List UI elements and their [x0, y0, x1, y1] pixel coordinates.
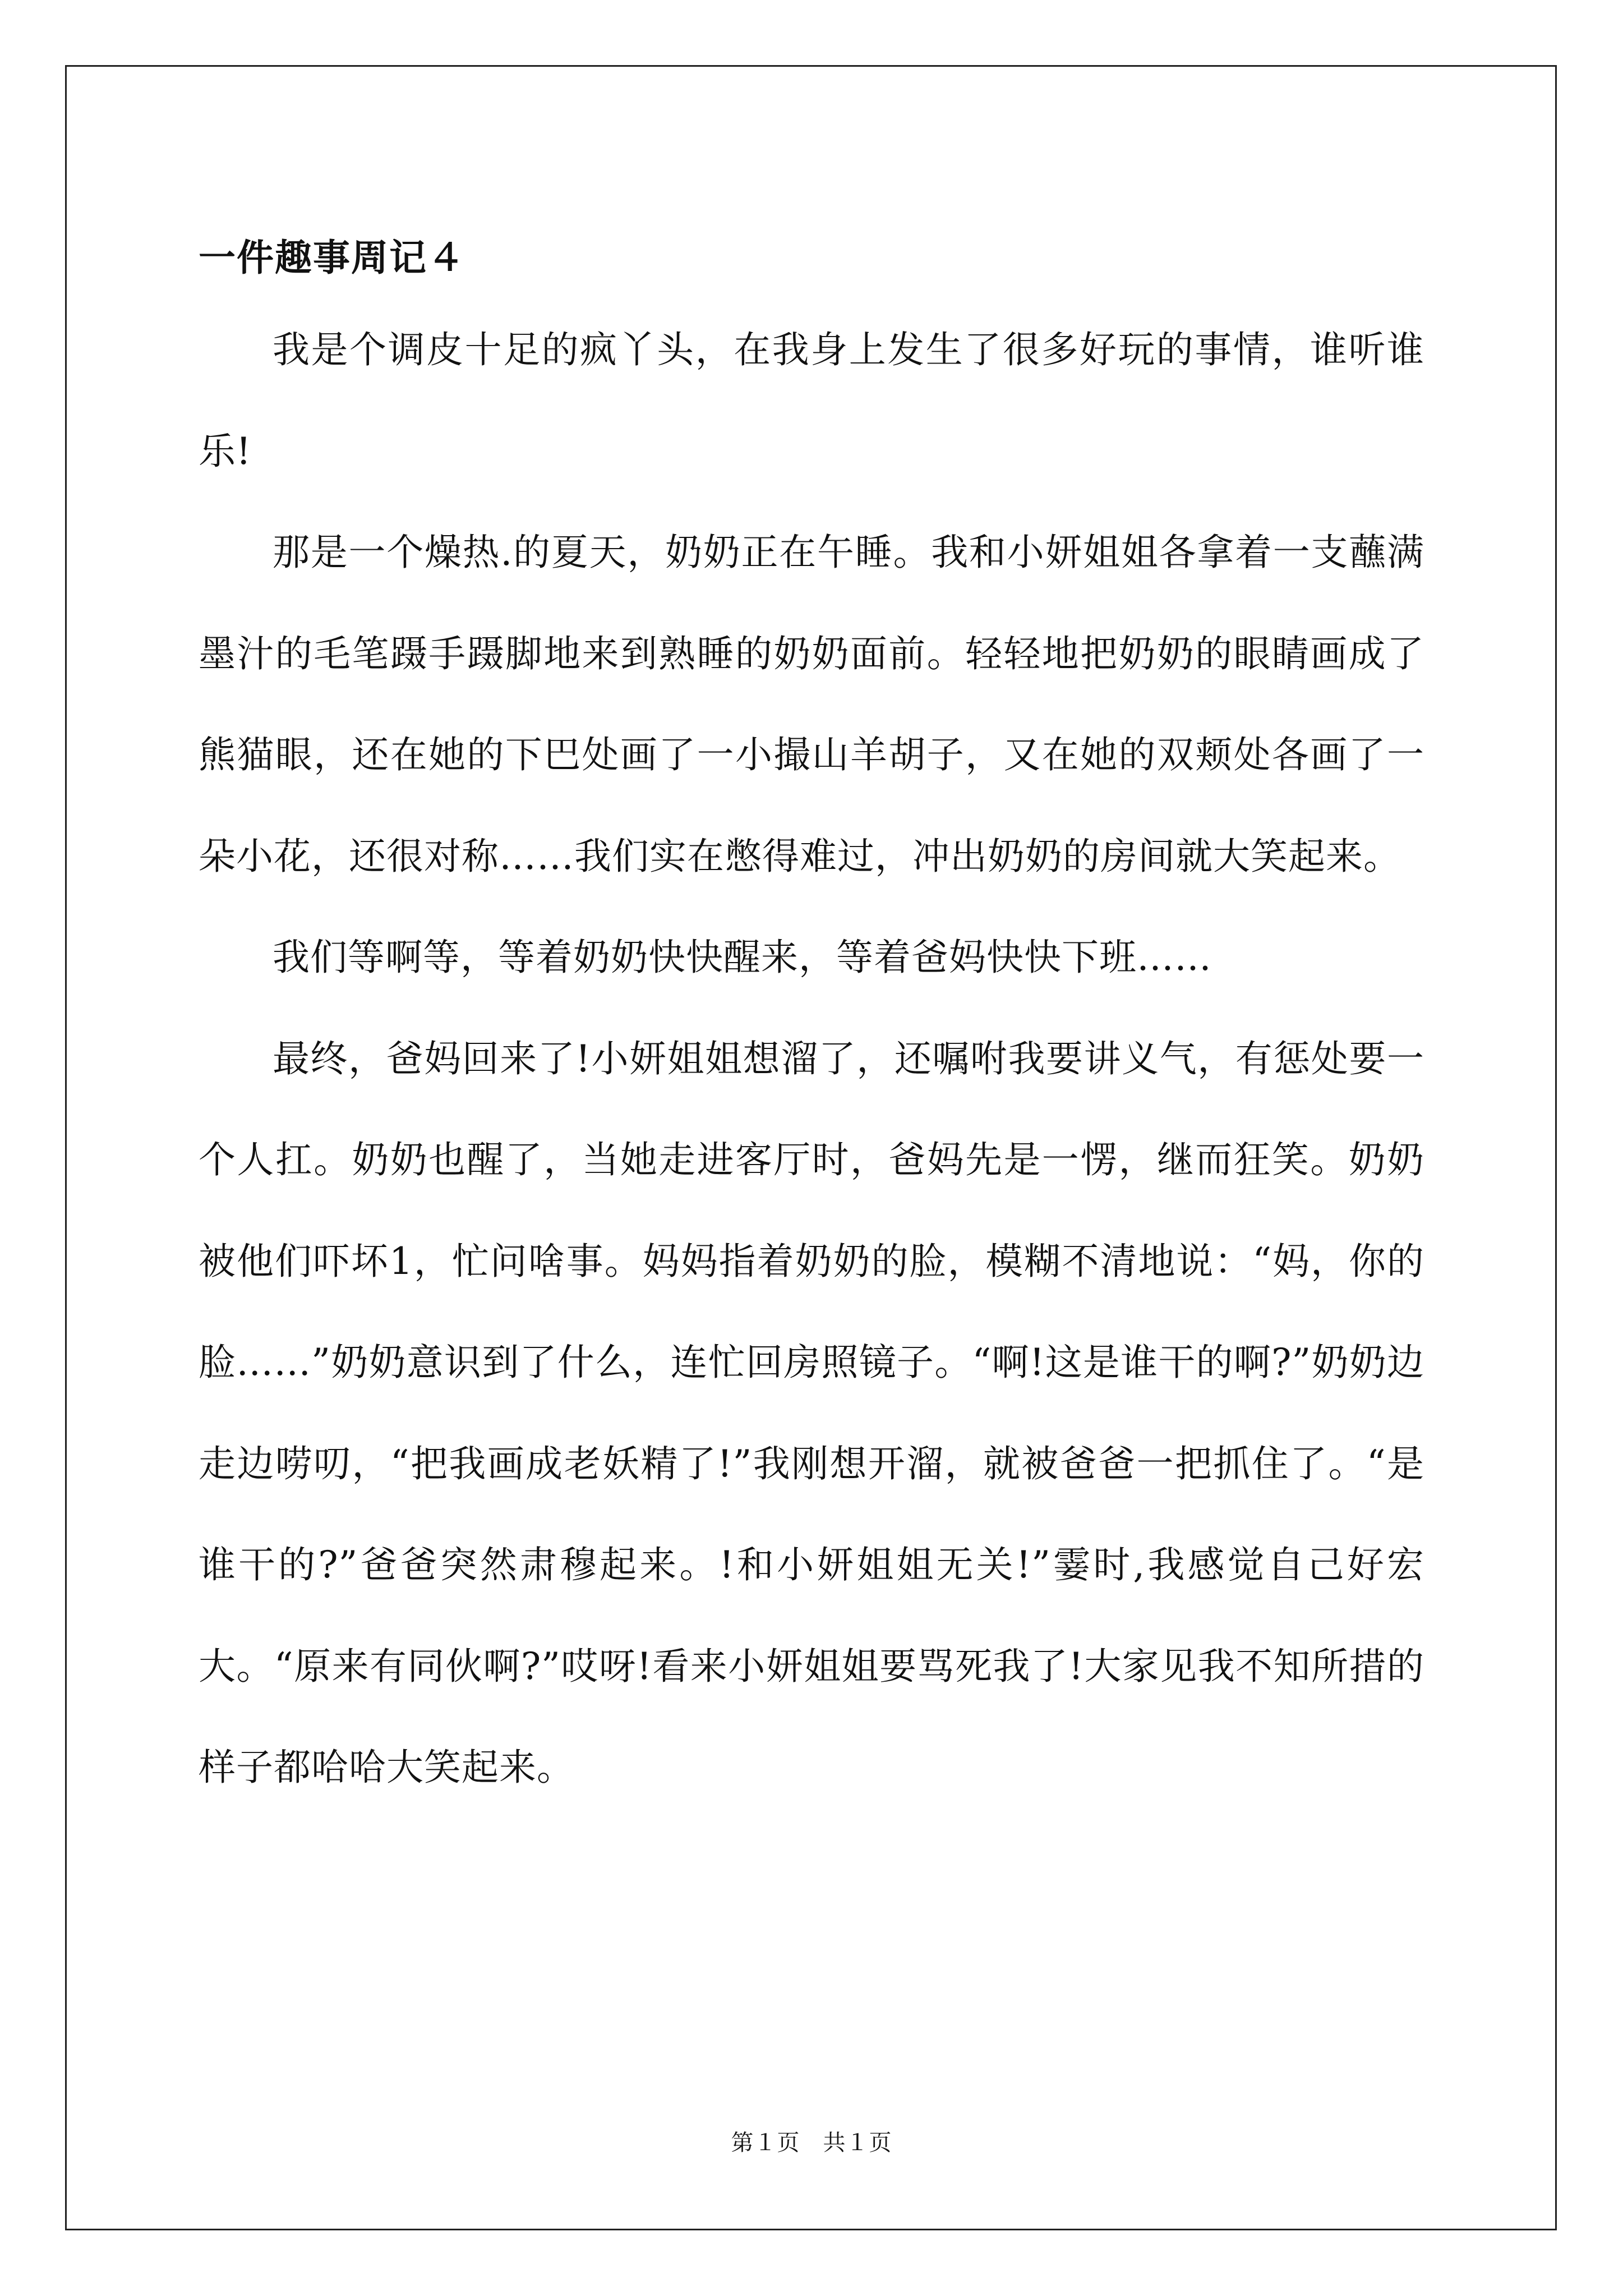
paragraph-4: 最终，爸妈回来了!小妍姐姐想溜了，还嘱咐我要讲义气，有惩处要一个人扛。奶奶也醒了，当她走进客厅时，爸妈先是一愣，继而狂笑。奶奶被他们吓坏1，忙问啥事。妈妈指着奶奶的脸，模糊不清地说：“妈，你的脸……”奶奶意识到了什么，连忙回房照镜子。“啊!这是谁干的啊?”奶奶边走边唠叨，“把我画成老妖精了!”我刚想开溜，就被爸爸一把抓住了。“是谁干的?”爸爸突然肃穆起来。!和小妍姐姐无关!”霎时,我感觉自己好宏大。“原来有同伙啊?”哎呀!看来小妍姐姐要骂死我了!大家见我不知所措的样子都哈哈大笑起来。	[199, 1037, 1424, 1789]
paragraph-3: 我们等啊等，等着奶奶快快醒来，等着爸妈快快下班……	[273, 936, 1212, 979]
document-title: 一件趣事周记４	[199, 236, 465, 279]
paragraph-2: 那是一个燥热.的夏天，奶奶正在午睡。我和小妍姐姐各拿着一支蘸满墨汁的毛笔蹑手蹑脚地来到熟睡的奶奶面前。轻轻地把奶奶的眼睛画成了熊猫眼，还在她的下巴处画了一小撮山羊胡子，又在她的双颊处各画了一朵小花，还很对称……我们实在憋得难过，冲出奶奶的房间就大笑起来。	[199, 531, 1424, 878]
page-number-footer: 第１页 共１页	[731, 2130, 892, 2156]
paragraph-1: 我是个调皮十足的疯丫头，在我身上发生了很多好玩的事情，谁听谁乐!	[199, 328, 1424, 473]
document-body	[199, 215, 1424, 1819]
